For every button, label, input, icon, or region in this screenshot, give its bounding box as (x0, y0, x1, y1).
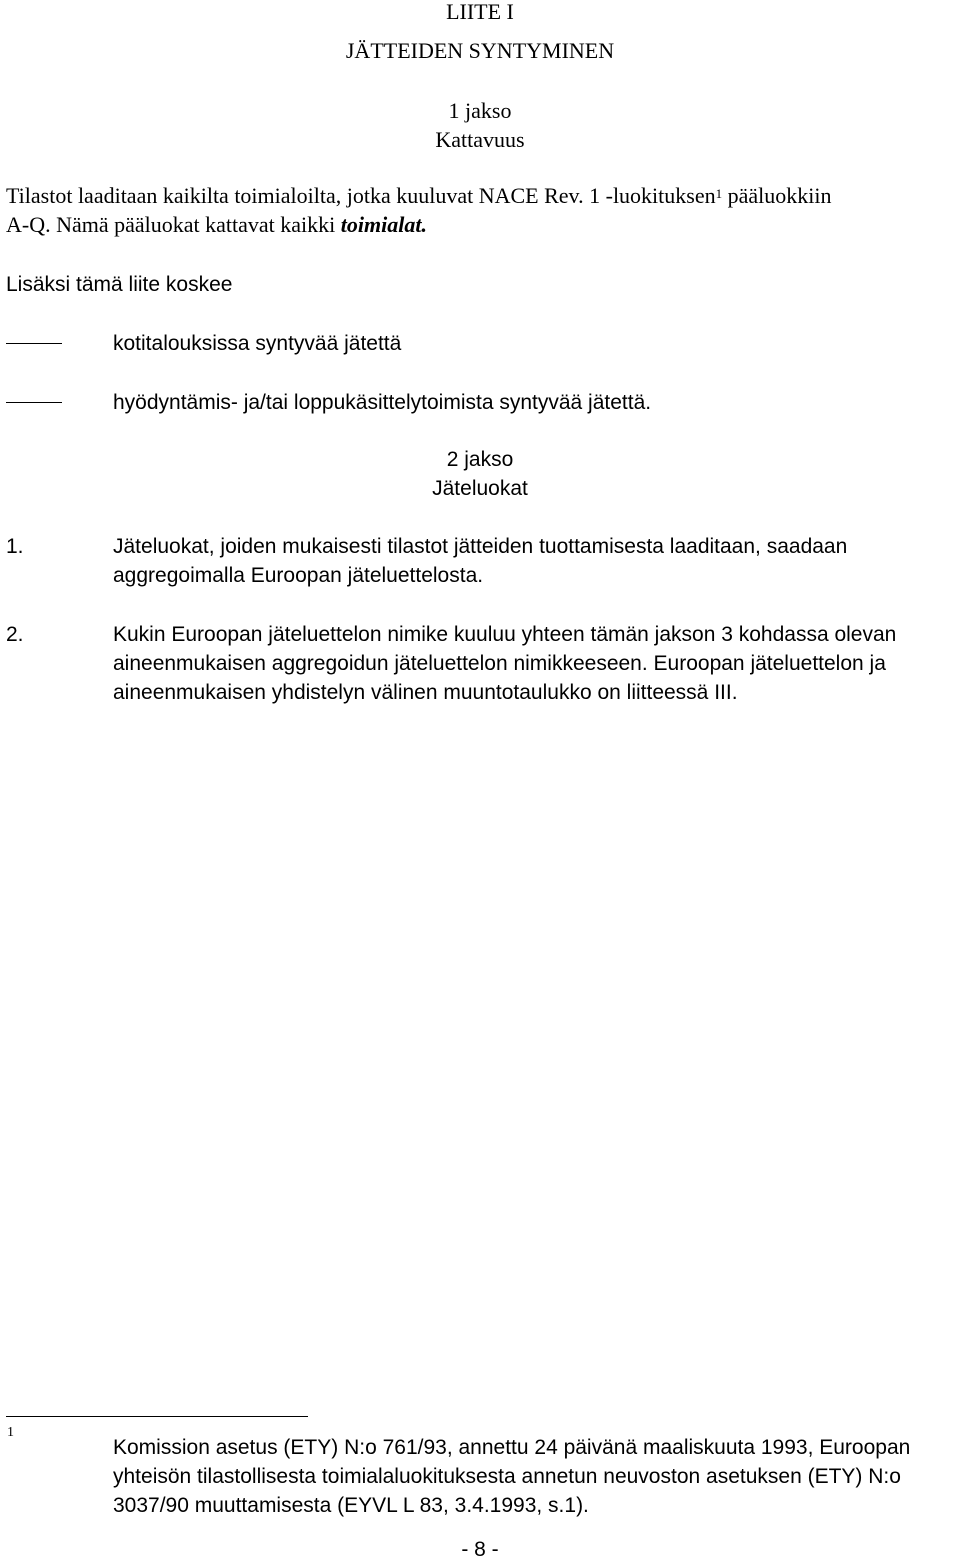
footnote-text: Komission asetus (ETY) N:o 761/93, annettu 24 päivänä maaliskuuta 1993, Euroopan yhteisön tilastollisesta toimialaluokituksesta annetun neuvoston asetuksen (ETY) N:o 3037/90 muuttamisesta (EYVL L 83, 3.4.1993, s.1). (113, 1436, 911, 1517)
intro-text-part2: pääluokkiin (722, 183, 832, 208)
intro-line2: A-Q. Nämä pääluokat kattavat kaikki (6, 212, 341, 237)
section1-intro (6, 181, 956, 239)
footnote-separator (6, 1416, 308, 1417)
section1-number: 1 jakso (448, 98, 512, 123)
page-number: - 8 - (461, 1538, 499, 1561)
annex-heading: JÄTTEIDEN SYNTYMINEN (345, 38, 615, 63)
bullet-item: kotitalouksissa syntyvää jätettä (113, 332, 402, 355)
footnote-mark: 1 (7, 1425, 14, 1440)
footnote-reference: 1 (715, 186, 723, 201)
item-text: Jäteluokat, joiden mukaisesti tilastot jätteiden tuottamisesta laaditaan, saadaan aggregoimalla Euroopan jäteluettelosta. (113, 535, 848, 587)
item-number: 1. (6, 535, 24, 558)
item-text: Kukin Euroopan jäteluettelon nimike kuuluu yhteen tämän jakson 3 kohdassa olevan aineenmukaisen aggregoidun jäteluettelon nimikkeeseen. Euroopan jäteluettelon ja aineenmukaisen yhdistelyn välinen muuntotaulukko on liitteessä III. (113, 623, 897, 704)
section2-title: Jäteluokat (432, 477, 528, 500)
bullet-item: hyödyntämis- ja/tai loppukäsittelytoimista syntyvää jätettä. (113, 391, 652, 414)
section2-number: 2 jakso (446, 448, 514, 471)
bullet-dash (6, 402, 62, 403)
item-number: 2. (6, 623, 24, 646)
annex-title: LIITE I (446, 0, 514, 24)
intro-text-part1: Tilastot laaditaan kaikilta toimialoilta, jotka kuuluvat NACE Rev. 1 -luokituksen (6, 183, 716, 208)
also-covers-text: Lisäksi tämä liite koskee (6, 273, 233, 296)
section1-title: Kattavuus (435, 127, 525, 152)
bullet-dash (6, 343, 62, 344)
intro-emphasis: toimialat. (340, 212, 427, 237)
